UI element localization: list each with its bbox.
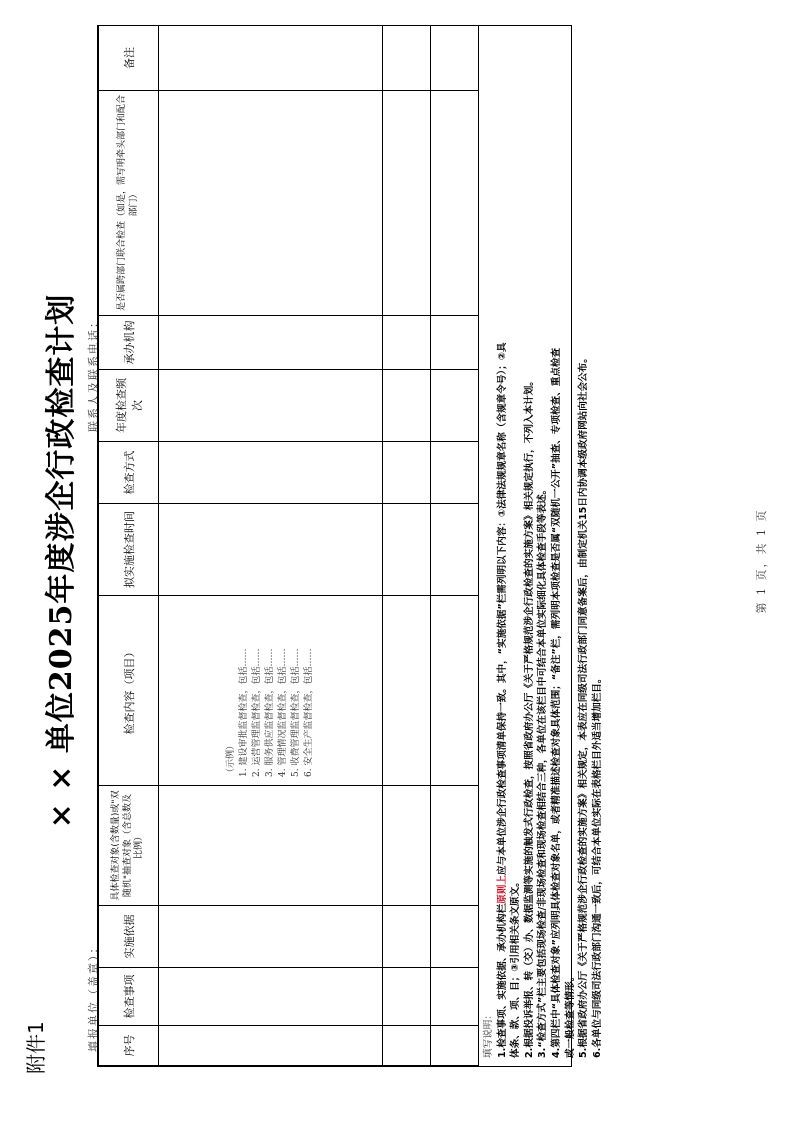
table-cell[interactable]: [159, 504, 383, 596]
contact-label: 联系人及联系电话：: [87, 315, 100, 432]
table-cell[interactable]: [383, 442, 431, 504]
table-cell[interactable]: [159, 91, 383, 316]
table-row: [159, 26, 383, 1066]
filling-instructions: [478, 26, 603, 1066]
notes-heading: 填写说明：: [483, 1010, 494, 1058]
table-header-row: [99, 26, 159, 1066]
inspection-table: [98, 25, 479, 1066]
table-cell[interactable]: [159, 26, 383, 91]
example-item: 6. 安全生产监督检查，包括……: [304, 648, 315, 777]
table-cell[interactable]: [159, 906, 383, 968]
example-item: 1. 建设审批监督检查，包括……: [238, 648, 249, 777]
table-row: [431, 26, 479, 1066]
table-cell[interactable]: [383, 1026, 431, 1066]
note-text: 应与本单位涉企行政检查事项清单保持一致。其中，“实施依据”栏需列明以下内容：①法律法规规章名称（含规章令号）；②具: [496, 342, 508, 875]
table-cell[interactable]: [431, 26, 479, 91]
header-joint: 是否属跨部门联合检查（如是，需写明牵头部门和配合部门）: [99, 91, 159, 316]
note-line-4: 4.第四栏中“具体检查对象”应列明具体检查对象名单，或者精准描述检查对象具体范围；“备注”栏，需列明本项检查是否属“双随机一公开”抽查、专项检查、重点检查: [551, 347, 563, 1058]
table-row: [383, 26, 431, 1066]
table-cell[interactable]: [383, 316, 431, 370]
note-line-4b: 或一般检查等情形。: [564, 971, 576, 1058]
table-cell[interactable]: [431, 91, 479, 316]
header-frequency: 年度检查频次: [99, 370, 159, 442]
example-item: 3. 服务供应监督检查，包括……: [264, 648, 275, 777]
table-cell[interactable]: [159, 1026, 383, 1066]
table-cell[interactable]: [383, 786, 431, 906]
table-cell[interactable]: [431, 504, 479, 596]
table-cell[interactable]: [159, 968, 383, 1026]
example-content-cell[interactable]: [159, 596, 383, 786]
header-remark: 备注: [99, 26, 159, 91]
table-cell[interactable]: [431, 968, 479, 1026]
attachment-label: 附件1: [24, 1021, 48, 1074]
example-item: 5. 收费管理监督检查，包括……: [291, 648, 302, 777]
header-agency: 承办机构: [99, 316, 159, 370]
table-cell[interactable]: [383, 370, 431, 442]
table-cell[interactable]: [383, 504, 431, 596]
table-cell[interactable]: [383, 596, 431, 786]
header-method: 检查方式: [99, 442, 159, 504]
note-line-3: 3.“检查方式”栏主要包括现场检查/非现场检查和现场检查相结合三种，各单位在该栏目中可结合本单位实际细化具体检查手段等表述。: [537, 484, 549, 1058]
example-item: 4. 管理情况监督检查，包括……: [278, 648, 289, 777]
example-item: 2. 运营管理监督检查，包括……: [251, 648, 262, 777]
table-cell[interactable]: [431, 1026, 479, 1066]
table-cell[interactable]: [159, 786, 383, 906]
header-time: 拟实施检查时间: [99, 504, 159, 596]
note-text: 1.检查事项、实施依据、承办机构栏: [496, 903, 508, 1058]
note-line-2: 2.根据投诉举报、转（交）办、数据监测等实施的触发式行政检查，按照省政府办公厅《关于严格规范涉企行政检查的实施方案》相关规定执行，不列入本计划。: [523, 376, 535, 1058]
table-cell[interactable]: [431, 786, 479, 906]
header-object: 具体检查对象(含数量)或"双随机"抽查对象（含总数及比例）: [99, 786, 159, 906]
table-cell[interactable]: [159, 442, 383, 504]
note-line-5: 5.根据省政府办公厅《关于严格规范涉企行政检查的实施方案》相关规定，本表应在同级司法行政部门同意备案后，由制定机关15日内协调本级政府网站向社会公布。: [578, 353, 590, 1058]
header-basis: 实施依据: [99, 906, 159, 968]
table-cell[interactable]: [383, 91, 431, 316]
example-label: （示例）: [225, 740, 236, 777]
fill-unit-label: 填报单位（盖章）：: [87, 940, 100, 1052]
note-line-6: 6.各单位与同级司法行政部门沟通一致后，可结合本单位实际在表格栏目外适当增加栏目。: [591, 673, 603, 1058]
table-cell[interactable]: [431, 370, 479, 442]
note-line-1b: 体条、款、项、目；③引用相关条文原文。: [510, 877, 522, 1058]
table-cell[interactable]: [431, 442, 479, 504]
table-cell[interactable]: [431, 316, 479, 370]
header-seq: 序号: [99, 1026, 159, 1066]
header-item: 检查事项: [99, 968, 159, 1026]
page-title: × × 单位2025年度涉企行政检查计划: [44, 293, 79, 829]
table-cell[interactable]: [383, 968, 431, 1026]
note-line-1: [496, 34, 510, 1058]
table-cell[interactable]: [383, 26, 431, 91]
table-cell[interactable]: [431, 906, 479, 968]
table-cell[interactable]: [431, 596, 479, 786]
table-cell[interactable]: [159, 316, 383, 370]
page-footer: 第 1 页，共 1 页: [755, 508, 768, 614]
header-content: 检查内容（项目）: [99, 596, 159, 786]
form-frame: [97, 25, 603, 1067]
note-highlight: 原则上: [496, 874, 508, 904]
table-cell[interactable]: [383, 906, 431, 968]
table-cell[interactable]: [159, 370, 383, 442]
